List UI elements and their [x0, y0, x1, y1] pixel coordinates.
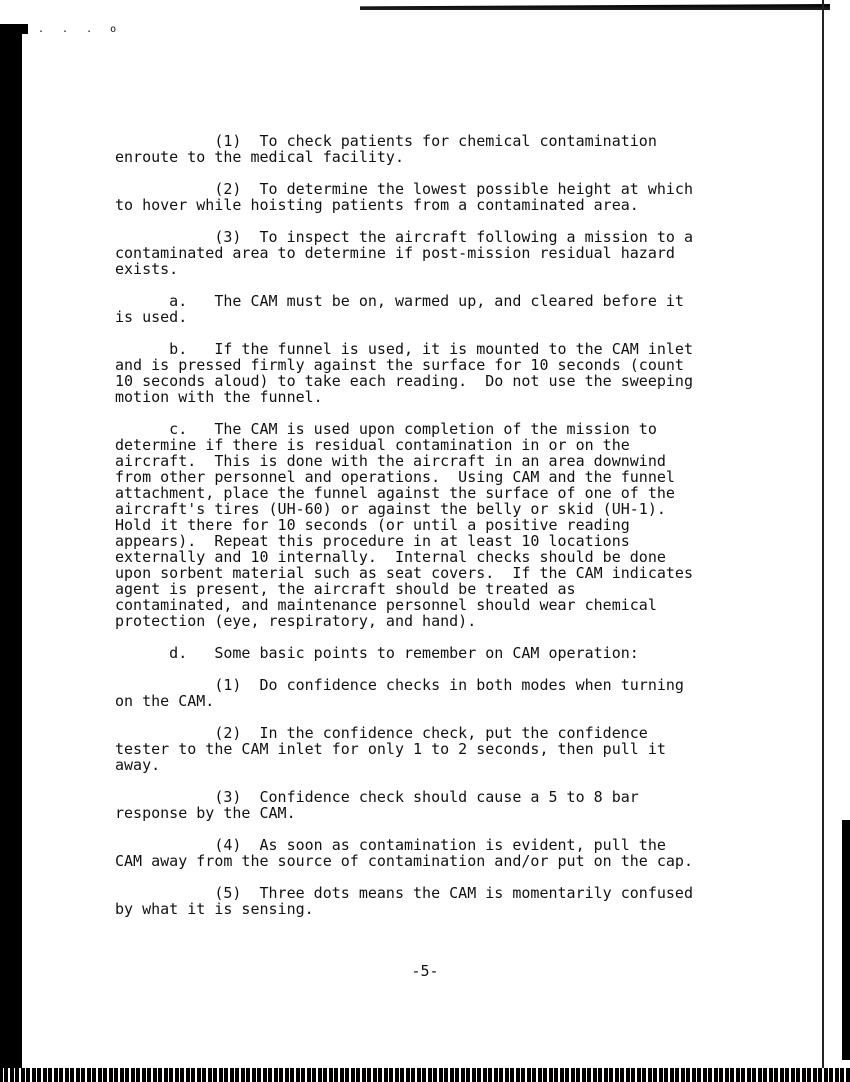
text-line: is used. — [115, 308, 188, 326]
text-line: contaminated, and maintenance personnel should wear chemical — [115, 596, 657, 614]
text-line: exists. — [115, 260, 179, 278]
text-line: attachment, place the funnel against the surface of one of the — [115, 484, 675, 502]
text-line: (1) To check patients for chemical contamination — [115, 132, 657, 150]
text-line: d. Some basic points to remember on CAM operation: — [115, 644, 639, 662]
text-line: protection (eye, respiratory, and hand). — [115, 612, 477, 630]
text-line: (5) Three dots means the CAM is momentarily confused — [115, 884, 693, 902]
paragraph — [115, 789, 755, 821]
text-line: contaminated area to determine if post-mission residual hazard — [115, 244, 675, 262]
paragraph — [115, 885, 755, 917]
text-line: 10 seconds aloud) to take each reading. Do not use the sweeping — [115, 372, 693, 390]
text-line: to hover while hoisting patients from a contaminated area. — [115, 196, 639, 214]
page-number: -5- — [411, 962, 439, 980]
text-line: c. The CAM is used upon completion of the mission to — [115, 420, 657, 438]
text-line: and is pressed firmly against the surface for 10 seconds (count — [115, 356, 684, 374]
text-line: externally and 10 internally. Internal checks should be done — [115, 548, 666, 566]
text-line: CAM away from the source of contamination and/or put on the cap. — [115, 852, 693, 870]
text-line: from other personnel and operations. Using CAM and the funnel — [115, 468, 675, 486]
text-line: (2) To determine the lowest possible height at which — [115, 180, 693, 198]
document-body — [115, 133, 755, 933]
text-line: enroute to the medical facility. — [115, 148, 404, 166]
paragraph — [115, 725, 755, 773]
text-line: upon sorbent material such as seat covers. If the CAM indicates — [115, 564, 693, 582]
text-line: Hold it there for 10 seconds (or until a positive reading — [115, 516, 630, 534]
paragraph — [115, 421, 755, 629]
text-line: on the CAM. — [115, 692, 215, 710]
text-line: tester to the CAM inlet for only 1 to 2 seconds, then pull it — [115, 740, 666, 758]
text-line: (1) Do confidence checks in both modes when turning — [115, 676, 684, 694]
paragraph — [115, 133, 755, 165]
text-line: a. The CAM must be on, warmed up, and cleared before it — [115, 292, 684, 310]
text-line: by what it is sensing. — [115, 900, 314, 918]
text-line: agent is present, the aircraft should be treated as — [115, 580, 576, 598]
text-line: aircraft. This is done with the aircraft in an area downwind — [115, 452, 666, 470]
text-line: appears). Repeat this procedure in at least 10 locations — [115, 532, 630, 550]
text-line: (2) In the confidence check, put the confidence — [115, 724, 648, 742]
scan-marks: . . . o — [38, 24, 123, 35]
text-line: away. — [115, 756, 161, 774]
paragraph — [115, 677, 755, 709]
text-line: (3) Confidence check should cause a 5 to 8 bar — [115, 788, 639, 806]
text-line: response by the CAM. — [115, 804, 296, 822]
text-line: (4) As soon as contamination is evident, pull the — [115, 836, 666, 854]
paragraph — [115, 181, 755, 213]
paragraph — [115, 341, 755, 405]
text-line: (3) To inspect the aircraft following a mission to a — [115, 228, 693, 246]
scan-artifact-right-bar — [842, 820, 850, 1060]
text-line: determine if there is residual contamination in or on the — [115, 436, 630, 454]
paragraph — [115, 837, 755, 869]
scan-artifact-right-edge — [822, 0, 824, 1082]
scan-artifact-top-line — [360, 4, 830, 10]
scan-artifact-bottom-bar — [0, 1068, 850, 1082]
paragraph — [115, 293, 755, 325]
scan-artifact-left-bar — [0, 30, 22, 1070]
text-line: b. If the funnel is used, it is mounted to the CAM inlet — [115, 340, 693, 358]
paragraph — [115, 229, 755, 277]
paragraph — [115, 645, 755, 661]
text-line: motion with the funnel. — [115, 388, 323, 406]
text-line: aircraft's tires (UH-60) or against the belly or skid (UH-1). — [115, 500, 666, 518]
